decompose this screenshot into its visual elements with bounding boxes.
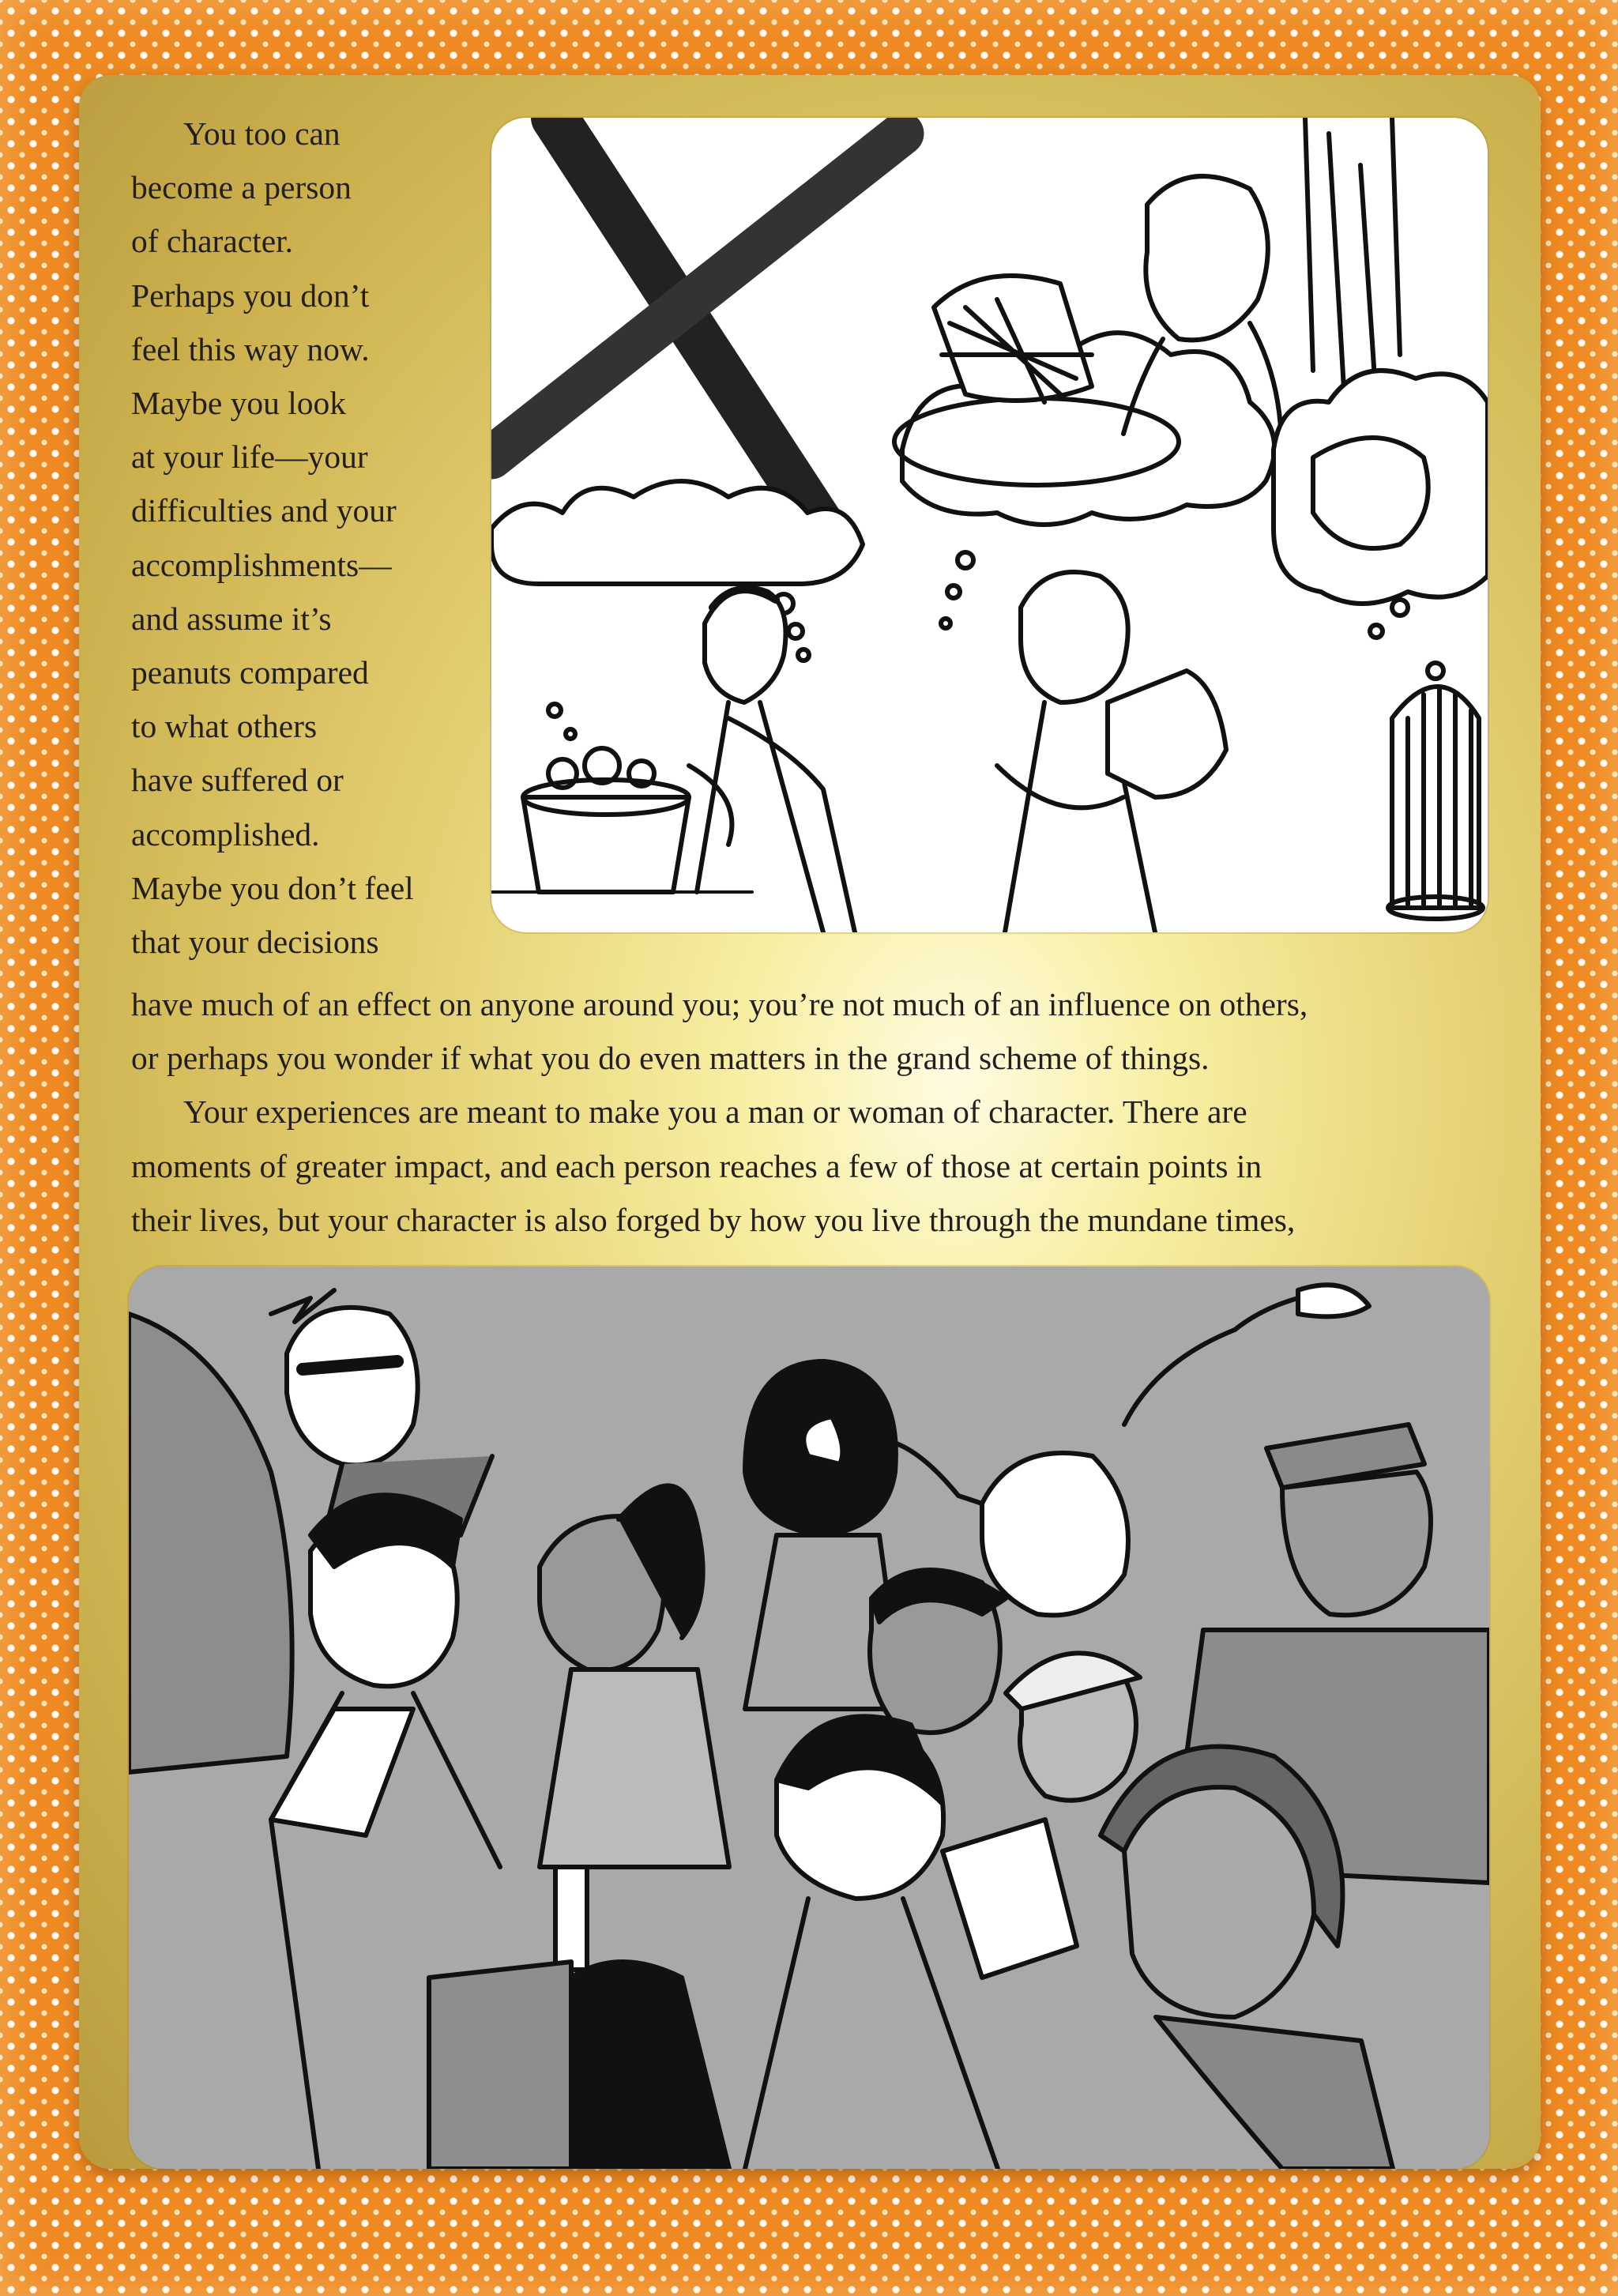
text-line: Your experiences are meant to make you a man or woman of character. There are — [183, 1093, 1247, 1131]
crowd-cartoon-illustration-icon — [129, 1267, 1489, 2169]
text-line: or perhaps you wonder if what you do even matters in the grand scheme of things. — [131, 1040, 1210, 1077]
text-line: moments of greater impact, and each person reaches a few of those at certain points in — [131, 1147, 1262, 1184]
text-line: difficulties and your — [131, 492, 397, 529]
intro-paragraph — [131, 107, 479, 969]
text-line: that your decisions — [131, 924, 379, 961]
text-line: at your life—your — [131, 438, 368, 476]
text-line: their lives, but your character is also forged by how you live through the mundane times, — [131, 1201, 1296, 1238]
text-line: of character. — [131, 223, 294, 260]
text-line: to what others — [131, 708, 318, 745]
text-line: feel this way now. — [131, 330, 370, 367]
bottom-illustration — [129, 1267, 1489, 2169]
text-line: accomplishments— — [131, 546, 392, 583]
text-line: You too can — [183, 115, 341, 152]
text-line: accomplished. — [131, 815, 320, 853]
text-line: Maybe you don’t feel — [131, 869, 414, 906]
text-line: Perhaps you don’t — [131, 277, 370, 314]
text-line: peanuts compared — [131, 654, 369, 691]
body-paragraph — [131, 977, 1490, 1247]
top-illustration — [491, 118, 1488, 932]
text-line: become a person — [131, 169, 352, 206]
text-line: have suffered or — [131, 762, 344, 799]
text-line: Maybe you look — [131, 385, 347, 422]
text-line: and assume it’s — [131, 600, 332, 637]
text-line: have much of an effect on anyone around you; you’re not much of an influence on others, — [131, 986, 1308, 1022]
cartoon-illustration-icon — [491, 118, 1488, 932]
